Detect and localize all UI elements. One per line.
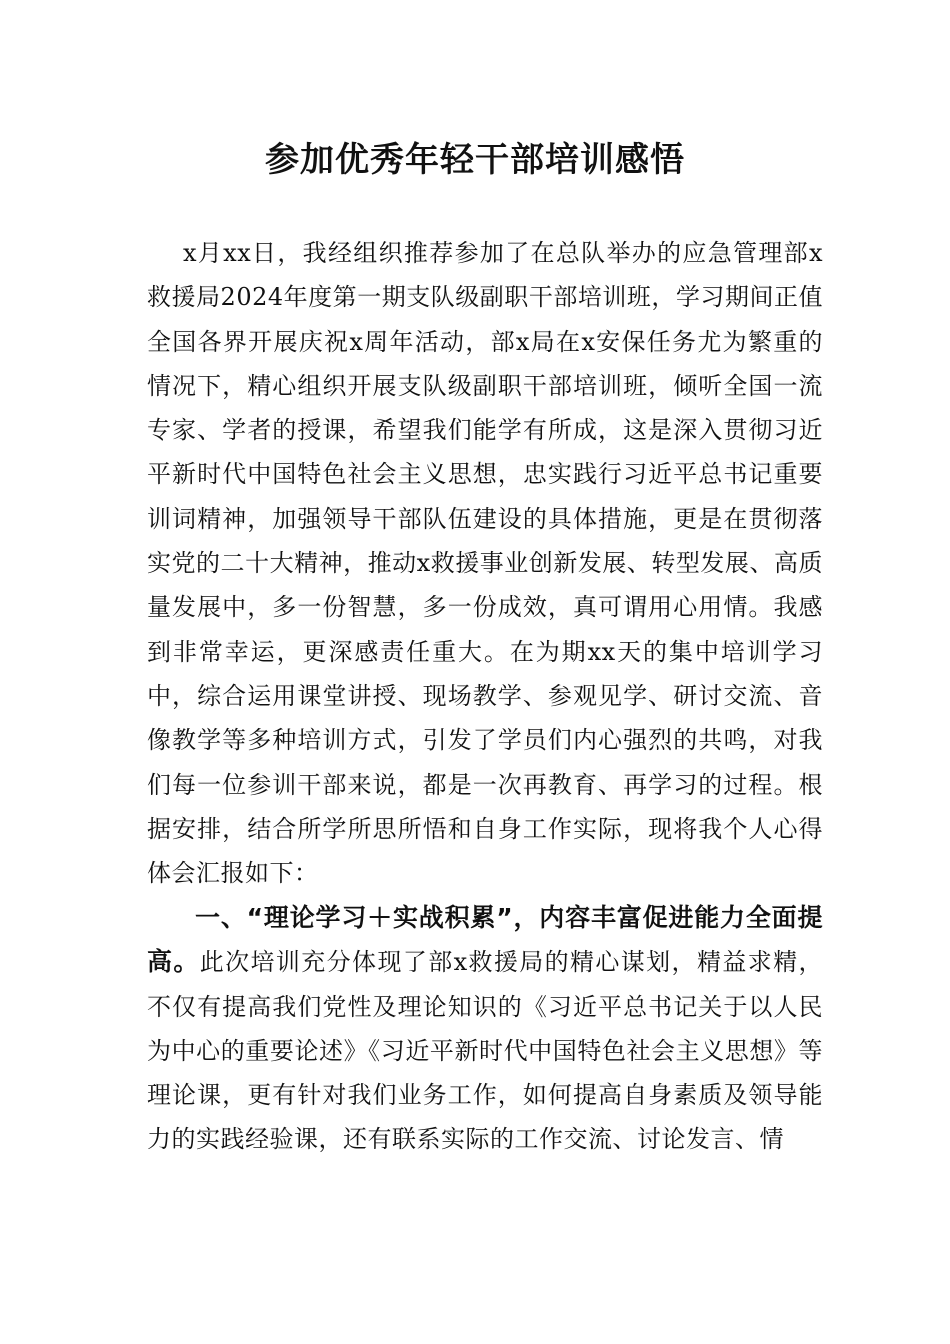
section-1-paragraph bbox=[147, 896, 823, 1162]
document-title: 参加优秀年轻干部培训感悟 bbox=[265, 140, 685, 180]
intro-paragraph: x月xx日，我经组织推荐参加了在总队举办的应急管理部x救援局2024年度第一期支队级副职干部培训班，学习期间正值全国各界开展庆祝x周年活动，部x局在x安保任务尤为繁重的情况下，精心组织开展支队级副职干部培训班，倾听全国一流专家、学者的授课，希望我们能学有所成，这是深入贯彻习近平新时代中国特色社会主义思想，忠实践行习近平总书记重要训词精神，加强领导干部队伍建设的具体措施，更是在贯彻落实党的二十大精神，推动x救援事业创新发展、转型发展、高质量发展中，多一份智慧，多一份成效，真可谓用心用情。我感到非常幸运，更深感责任重大。在为期xx天的集中培训学习中，综合运用课堂讲授、现场教学、参观见学、研讨交流、音像教学等多种培训方式，引发了学员们内心强烈的共鸣，对我们每一位参训干部来说，都是一次再教育、再学习的过程。根据安排，结合所学所思所悟和自身工作实际，现将我个人心得体会汇报如下： bbox=[147, 239, 823, 888]
section-1-body: 此次培训充分体现了部x救援局的精心谋划，精益求精，不仅有提高我们党性及理论知识的《习近平总书记关于以人民为中心的重要论述》《习近平新时代中国特色社会主义思想》等理论课，更有针对我们业务工作，如何提高自身素质及领导能力的实践经验课，还有联系实际的工作交流、讨论发言、情 bbox=[147, 948, 823, 1154]
section-1-heading: 一、“理论学习＋实战积累”，内容丰富促进能力全面提高。 bbox=[147, 903, 823, 977]
